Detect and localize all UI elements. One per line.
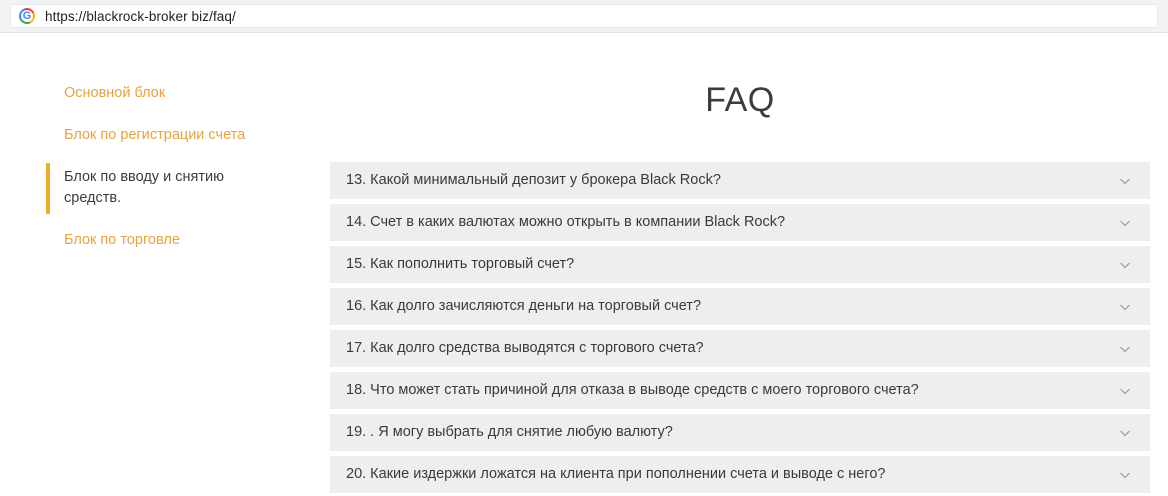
faq-content xyxy=(330,33,1150,493)
sidebar-item-deposit-withdrawal-block[interactable] xyxy=(46,157,276,221)
browser-toolbar xyxy=(0,0,1168,33)
faq-question: 15. Как пополнить торговый счет? xyxy=(346,255,575,272)
address-bar[interactable] xyxy=(10,4,1158,28)
url-text: https://blackrock-broker biz/faq/ xyxy=(45,8,236,24)
faq-question: 13. Какой минимальный депозит у брокера Black Rock? xyxy=(346,171,721,188)
sidebar-item-label: Основной блок xyxy=(64,85,166,101)
faq-item[interactable] xyxy=(330,288,1150,325)
page-title: FAQ xyxy=(705,81,775,119)
faq-item[interactable] xyxy=(330,204,1150,241)
chevron-down-icon[interactable] xyxy=(1118,300,1132,314)
sidebar-item-label: Блок по регистрации счета xyxy=(64,126,246,143)
chevron-down-icon[interactable] xyxy=(1118,174,1132,188)
sidebar-item-trading-block[interactable] xyxy=(46,220,276,262)
faq-item[interactable] xyxy=(330,372,1150,409)
faq-question: 20. Какие издержки ложатся на клиента при пополнении счета и выводе с него? xyxy=(346,465,886,482)
faq-question: 16. Как долго зачисляются деньги на торговый счет? xyxy=(346,297,702,314)
chevron-down-icon[interactable] xyxy=(1118,258,1132,272)
faq-item[interactable] xyxy=(330,456,1150,493)
chevron-down-icon[interactable] xyxy=(1118,216,1132,230)
faq-question: 19. . Я могу выбрать для снятие любую валюту? xyxy=(346,423,673,440)
sidebar-item-registration-block[interactable] xyxy=(46,115,276,157)
faq-item[interactable] xyxy=(330,414,1150,451)
page-body xyxy=(0,33,1168,496)
chevron-down-icon[interactable] xyxy=(1118,342,1132,356)
sidebar-nav xyxy=(46,73,276,262)
sidebar-item-label: Блок по торговле xyxy=(64,232,180,248)
faq-question: 14. Счет в каких валютах можно открыть в компании Black Rock? xyxy=(346,213,786,230)
faq-question: 18. Что может стать причиной для отказа в выводе средств с моего торгового счета? xyxy=(346,381,919,398)
faq-accordion xyxy=(330,162,1150,493)
faq-item[interactable] xyxy=(330,162,1150,199)
faq-item[interactable] xyxy=(330,246,1150,283)
chevron-down-icon[interactable] xyxy=(1118,426,1132,440)
chevron-down-icon[interactable] xyxy=(1118,384,1132,398)
faq-question: 17. Как долго средства выводятся с торгового счета? xyxy=(346,339,704,356)
faq-item[interactable] xyxy=(330,330,1150,367)
google-g-icon xyxy=(19,8,35,24)
sidebar-item-main-block[interactable] xyxy=(46,73,276,115)
chevron-down-icon[interactable] xyxy=(1118,468,1132,482)
sidebar-item-label: Блок по вводу и снятию средств. xyxy=(64,168,224,207)
